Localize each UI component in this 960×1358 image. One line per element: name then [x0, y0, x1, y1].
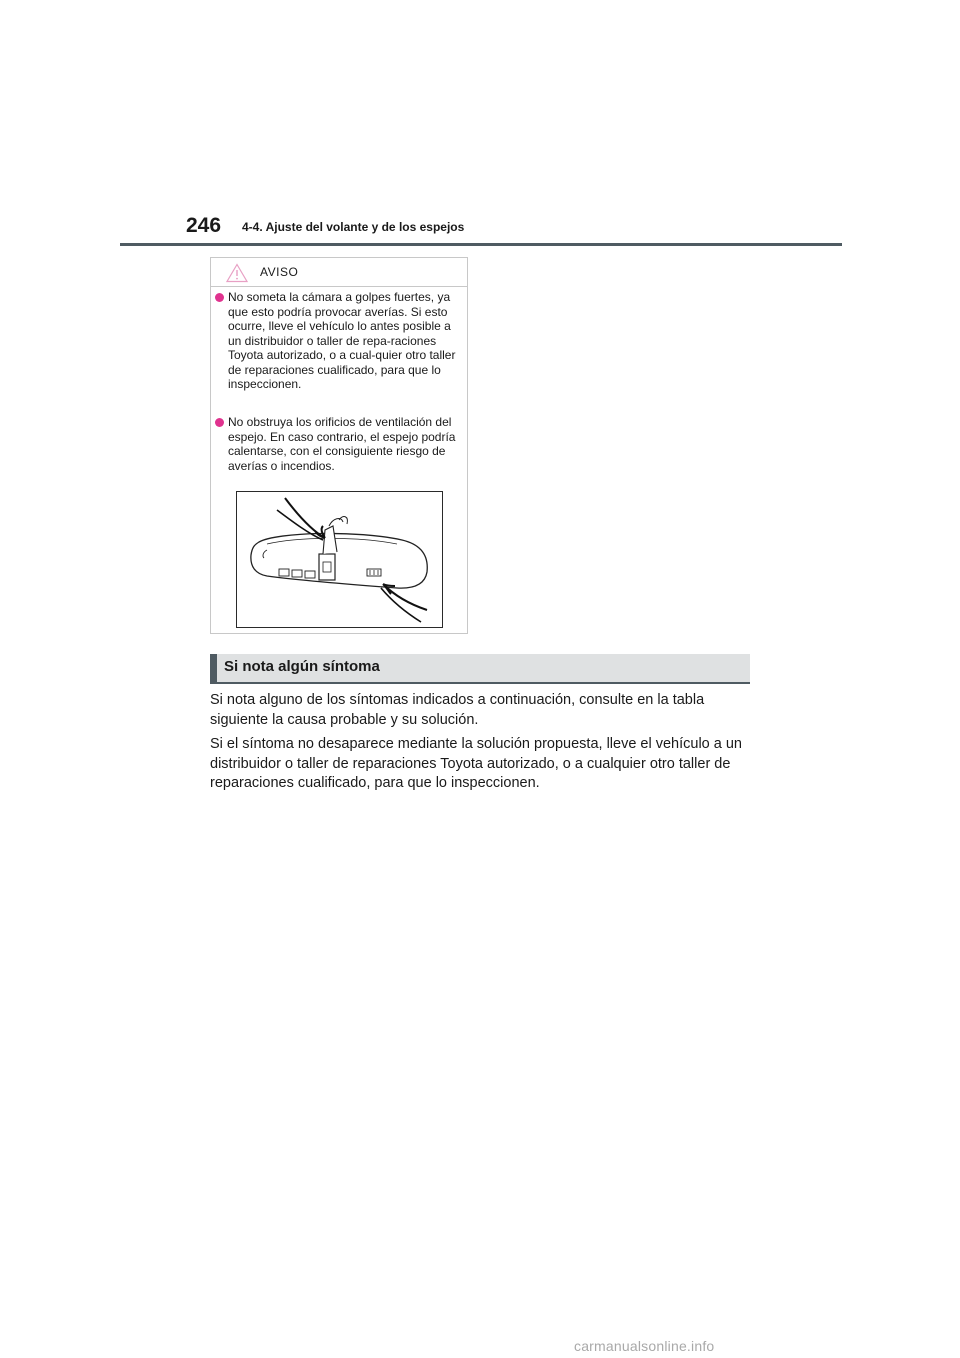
bullet-dot-icon — [215, 293, 224, 302]
body-paragraph: Si el síntoma no desaparece mediante la solución propuesta, lleve el vehículo a un distribuidor o taller de reparaciones Toyota autorizado, o a cualquier otro taller de reparaciones cualificado, para que lo inspeccionen. — [210, 736, 742, 791]
section-heading — [210, 654, 750, 684]
caution-header — [211, 258, 467, 287]
mirror-illustration — [236, 491, 443, 628]
rear-view-mirror-icon — [237, 492, 442, 627]
caution-bullet-text: No someta la cámara a golpes fuertes, ya que esto podría provocar averías. Si esto ocurre, lleve el vehículo lo antes posible a un distribuidor o taller de repa-raciones Toyota autorizado, o a cual-quier otro taller de reparaciones cualificado, para que lo inspeccionen. — [228, 290, 456, 391]
caution-bullet-text: No obstruya los orificios de ventilación del espejo. En caso contrario, el espejo podría calentarse, con el consiguiente riesgo de averías o incendios. — [228, 415, 456, 473]
page-number: 246 — [186, 214, 222, 237]
caution-bullet — [215, 290, 463, 392]
section-title: 4-4. Ajuste del volante y de los espejos — [242, 220, 465, 234]
bullet-dot-icon — [215, 418, 224, 427]
warning-triangle-icon — [226, 263, 248, 283]
body-paragraph: Si nota alguno de los síntomas indicados a continuación, consulte en la tabla siguiente la causa probable y su solución. — [210, 692, 705, 728]
header-rule — [120, 243, 842, 246]
caution-bullet — [215, 415, 463, 473]
caution-title: AVISO — [260, 265, 299, 279]
watermark: carmanualsonline.info — [574, 1338, 715, 1354]
caution-box — [210, 257, 468, 634]
section-heading-text: Si nota algún síntoma — [224, 658, 380, 675]
